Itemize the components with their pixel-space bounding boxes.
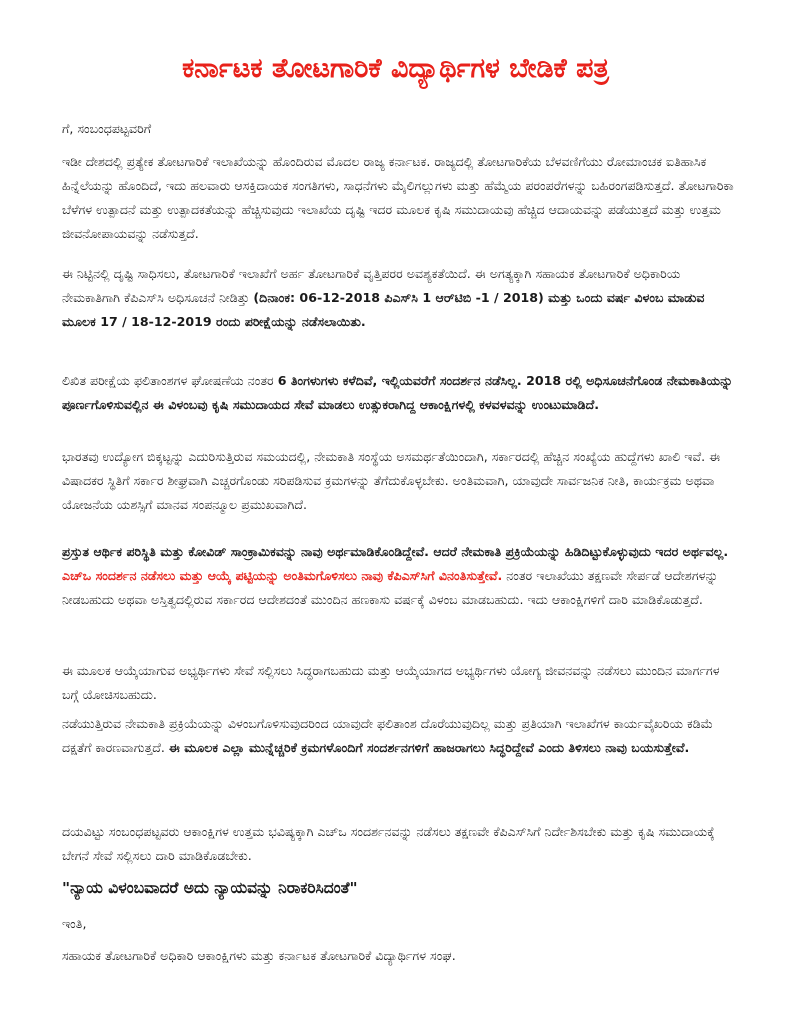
paragraph-8: ದಯವಿಟ್ಟು ಸಂಬಂಧಪಟ್ಟವರು ಆಕಾಂಕ್ಷಿಗಳ ಉತ್ತಮ ಭವಿಷ್ಯಕ್ಕಾಗಿ ಎಚ್‌ಒ ಸಂದರ್ಶನವನ್ನು ನಡೆಸಲು ತಕ್ಷಣವೇ ಕೆಪಿಎಸ್‌ಸಿಗೆ ನಿರ್ದೇಶಿಸಬೇಕು ಮತ್ತು ಕೃಷಿ ಸಮುದಾಯಕ್ಕೆ ಬೇಗನೆ ಸೇವೆ ಸಲ್ಲಿಸಲು ದಾರಿ ಮಾಡಿಕೊಡಬೇಕು.: [62, 824, 715, 863]
paragraph-5: [62, 540, 734, 612]
paragraph-6: ಈ ಮೂಲಕ ಆಯ್ಕೆಯಾಗುವ ಅಭ್ಯರ್ಥಿಗಳು ಸೇವೆ ಸಲ್ಲಿಸಲು ಸಿದ್ಧರಾಗಬಹುದು ಮತ್ತು ಆಯ್ಕೆಯಾಗದ ಅಭ್ಯರ್ಥಿಗಳು ಯೋಗ್ಯ ಜೀವನವನ್ನು ನಡೆಸಲು ಮುಂದಿನ ಮಾರ್ಗಗಳ ಬಗ್ಗೆ ಯೋಚಿಸಬಹುದು.: [62, 663, 720, 702]
paragraph-7: [62, 712, 734, 760]
paragraph-5-text: ನಂತರ ಇಲಾಖೆಯು ತಕ್ಷಣವೇ ಸೇರ್ಪಡೆ ಆದೇಶಗಳನ್ನು ನೀಡಬಹುದು ಅಥವಾ ಅಸ್ತಿತ್ವದಲ್ಲಿರುವ ಸರ್ಕಾರದ ಆದೇಶದಂತೆ ಮುಂದಿನ ಹಣಕಾಸು ವರ್ಷಕ್ಕೆ ವಿಳಂಬ ಮಾಡಬಹುದು. ಇದು ಆಕಾಂಕ್ಷಿಗಳಿಗೆ ದಾರಿ ಮಾಡಿಕೊಡುತ್ತದೆ.: [62, 568, 719, 607]
signature: ಸಹಾಯಕ ತೋಟಗಾರಿಕೆ ಅಧಿಕಾರಿ ಆಕಾಂಕ್ಷಿಗಳು ಮತ್ತು ಕರ್ನಾಟಕ ತೋಟಗಾರಿಕೆ ವಿದ್ಯಾರ್ಥಿಗಳ ಸಂಘ.: [62, 948, 456, 963]
paragraph-3-bold: 6 ತಿಂಗಳುಗಳು ಕಳೆದಿವೆ, ಇಲ್ಲಿಯವರೆಗೆ ಸಂದರ್ಶನ ನಡೆಸಿಲ್ಲ. 2018 ರಲ್ಲಿ ಅಧಿಸೂಚನೆಗೊಂಡ ನೇಮಕಾತಿಯನ್ನು ಪೂರ್ಣಗೊಳಿಸುವಲ್ಲಿನ ಈ ವಿಳಂಬವು ಕೃಷಿ ಸಮುದಾಯದ ಸೇವೆ ಮಾಡಲು ಉತ್ಸುಕರಾಗಿದ್ದ ಆಕಾಂಕ್ಷಿಗಳಲ್ಲಿ ಕಳವಳವನ್ನು ಉಂಟುಮಾಡಿದೆ.: [62, 373, 733, 412]
closing: ಇಂತಿ,: [62, 916, 87, 931]
paragraph-3-text: ಲಿಖಿತ ಪರೀಕ್ಷೆಯ ಫಲಿತಾಂಶಗಳ ಘೋಷಣೆಯ ನಂತರ: [62, 373, 278, 388]
paragraph-2: [62, 262, 734, 334]
paragraph-7-text: ನಡೆಯುತ್ತಿರುವ ನೇಮಕಾತಿ ಪ್ರಕ್ರಿಯೆಯನ್ನು ವಿಳಂಬಗೊಳಿಸುವುದರಿಂದ ಯಾವುದೇ ಫಲಿತಾಂಶ ದೊರೆಯುವುದಿಲ್ಲ ಮತ್ತು ಪ್ರತಿಯಾಗಿ ಇಲಾಖೆಗಳ ಕಾರ್ಯವೈಖರಿಯ ಕಡಿಮೆ ದಕ್ಷತೆಗೆ ಕಾರಣವಾಗುತ್ತದೆ.: [62, 716, 714, 755]
paragraph-4: ಭಾರತವು ಉದ್ಯೋಗ ಬಿಕ್ಕಟ್ಟನ್ನು ಎದುರಿಸುತ್ತಿರುವ ಸಮಯದಲ್ಲಿ, ನೇಮಕಾತಿ ಸಂಸ್ಥೆಯ ಅಸಮರ್ಥತೆಯಿಂದಾಗಿ, ಸರ್ಕಾರದಲ್ಲಿ ಹೆಚ್ಚಿನ ಸಂಖ್ಯೆಯ ಹುದ್ದೆಗಳು ಖಾಲಿ ಇವೆ. ಈ ವಿಷಾದಕರ ಸ್ಥಿತಿಗೆ ಸರ್ಕಾರ ಶೀಘ್ರವಾಗಿ ಎಚ್ಚರಗೊಂಡು ಸರಿಪಡಿಸುವ ಕ್ರಮಗಳನ್ನು ತೆಗೆದುಕೊಳ್ಳಬೇಕು. ಅಂತಿಮವಾಗಿ, ಯಾವುದೇ ಸಾರ್ವಜನಿಕ ನೀತಿ, ಕಾರ್ಯಕ್ರಮ ಅಥವಾ ಯೋಜನೆಯ ಯಶಸ್ಸಿಗೆ ಮಾನವ ಸಂಪನ್ಮೂಲ ಪ್ರಮುಖವಾಗಿದೆ.: [62, 449, 721, 512]
paragraph-2-text: ಈ ನಿಟ್ಟಿನಲ್ಲಿ ದೃಷ್ಟಿ ಸಾಧಿಸಲು, ತೋಟಗಾರಿಕೆ ಇಲಾಖೆಗೆ ಅರ್ಹ ತೋಟಗಾರಿಕೆ ವೃತ್ತಿಪರರ ಅವಶ್ಯಕತೆಯಿದೆ. ಈ ಅಗತ್ಯಕ್ಕಾಗಿ ಸಹಾಯಕ ತೋಟಗಾರಿಕೆ ಅಧಿಕಾರಿಯ ನೇಮಕಾತಿಗಾಗಿ ಕೆಪಿಎಸ್‌ಸಿ ಅಧಿಸೂಚನೆ ನೀಡಿತ್ತು: [62, 266, 681, 305]
paragraph-1: ಇಡೀ ದೇಶದಲ್ಲಿ ಪ್ರತ್ಯೇಕ ತೋಟಗಾರಿಕೆ ಇಲಾಖೆಯನ್ನು ಹೊಂದಿರುವ ಮೊದಲ ರಾಜ್ಯ ಕರ್ನಾಟಕ. ರಾಜ್ಯದಲ್ಲಿ ತೋಟಗಾರಿಕೆಯ ಬೆಳವಣಿಗೆಯು ರೋಮಾಂಚಕ ಐತಿಹಾಸಿಕ ಹಿನ್ನೆಲೆಯನ್ನು ಹೊಂದಿದೆ, ಇದು ಹಲವಾರು ಆಸಕ್ತಿದಾಯಕ ಸಂಗತಿಗಳು, ಸಾಧನೆಗಳು ಮೈಲಿಗಲ್ಲುಗಳು ಮತ್ತು ಹೆಮ್ಮೆಯ ಪರಂಪರೆಗಳನ್ನು ಬಹಿರಂಗಪಡಿಸುತ್ತದೆ. ತೋಟಗಾರಿಕಾ ಬೆಳೆಗಳ ಉತ್ಪಾದನೆ ಮತ್ತು ಉತ್ಪಾದಕತೆಯನ್ನು ಹೆಚ್ಚಿಸುವುದು ಇಲಾಖೆಯ ದೃಷ್ಟಿ ಇದರ ಮೂಲಕ ಕೃಷಿ ಸಮುದಾಯವು ಹೆಚ್ಚಿದ ಆದಾಯವನ್ನು ಪಡೆಯುತ್ತದೆ ಮತ್ತು ಉತ್ತಮ ಜೀವನೋಪಾಯವನ್ನು ನಡೆಸುತ್ತದೆ.: [62, 154, 734, 241]
paragraph-2-bold: (ದಿನಾಂಕ: 06-12-2018 ಪಿಎಸ್‌ಸಿ 1 ಆರ್‌ಟಿಬಿ -1 / 2018) ಮತ್ತು ಒಂದು ವರ್ಷ ವಿಳಂಬ ಮಾಡುವ ಮೂಲಕ 17 / 18-12-2019 ರಂದು ಪರೀಕ್ಷೆಯನ್ನು ನಡೆಸಲಾಯಿತು.: [62, 290, 705, 329]
salutation: ಗೆ, ಸಂಬಂಧಪಟ್ಟವರಿಗೆ: [62, 121, 152, 136]
paragraph-3: [62, 369, 734, 417]
letter-title: ಕರ್ನಾಟಕ ತೋಟಗಾರಿಕೆ ವಿದ್ಯಾರ್ಥಿಗಳ ಬೇಡಿಕೆ ಪತ್ರ: [182, 53, 609, 84]
quote: "ನ್ಯಾಯ ವಿಳಂಬವಾದರೆ ಅದು ನ್ಯಾಯವನ್ನು ನಿರಾಕರಿಸಿದಂತೆ": [62, 879, 358, 897]
paragraph-7-bold: ಈ ಮೂಲಕ ಎಲ್ಲಾ ಮುನ್ನೆಚ್ಚರಿಕೆ ಕ್ರಮಗಳೊಂದಿಗೆ ಸಂದರ್ಶನಗಳಿಗೆ ಹಾಜರಾಗಲು ಸಿದ್ಧರಿದ್ದೇವೆ ಎಂದು ತಿಳಿಸಲು ನಾವು ಬಯಸುತ್ತೇವೆ.: [168, 740, 690, 755]
paragraph-5-highlight: ಎಚ್‌ಒ ಸಂದರ್ಶನ ನಡೆಸಲು ಮತ್ತು ಆಯ್ಕೆ ಪಟ್ಟಿಯನ್ನು ಅಂತಿಮಗೊಳಿಸಲು ನಾವು ಕೆಪಿಎಸ್‌ಸಿಗೆ ವಿನಂತಿಸುತ್ತೇವೆ.: [62, 568, 503, 583]
paragraph-5-bold: ಪ್ರಸ್ತುತ ಆರ್ಥಿಕ ಪರಿಸ್ಥಿತಿ ಮತ್ತು ಕೋವಿಡ್ ಸಾಂಕ್ರಾಮಿಕವನ್ನು ನಾವು ಅರ್ಥಮಾಡಿಕೊಂಡಿದ್ದೇವೆ. ಆದರೆ ನೇಮಕಾತಿ ಪ್ರಕ್ರಿಯೆಯನ್ನು ಹಿಡಿದಿಟ್ಟುಕೊಳ್ಳುವುದು ಇದರ ಅರ್ಥವಲ್ಲ.: [62, 544, 729, 559]
